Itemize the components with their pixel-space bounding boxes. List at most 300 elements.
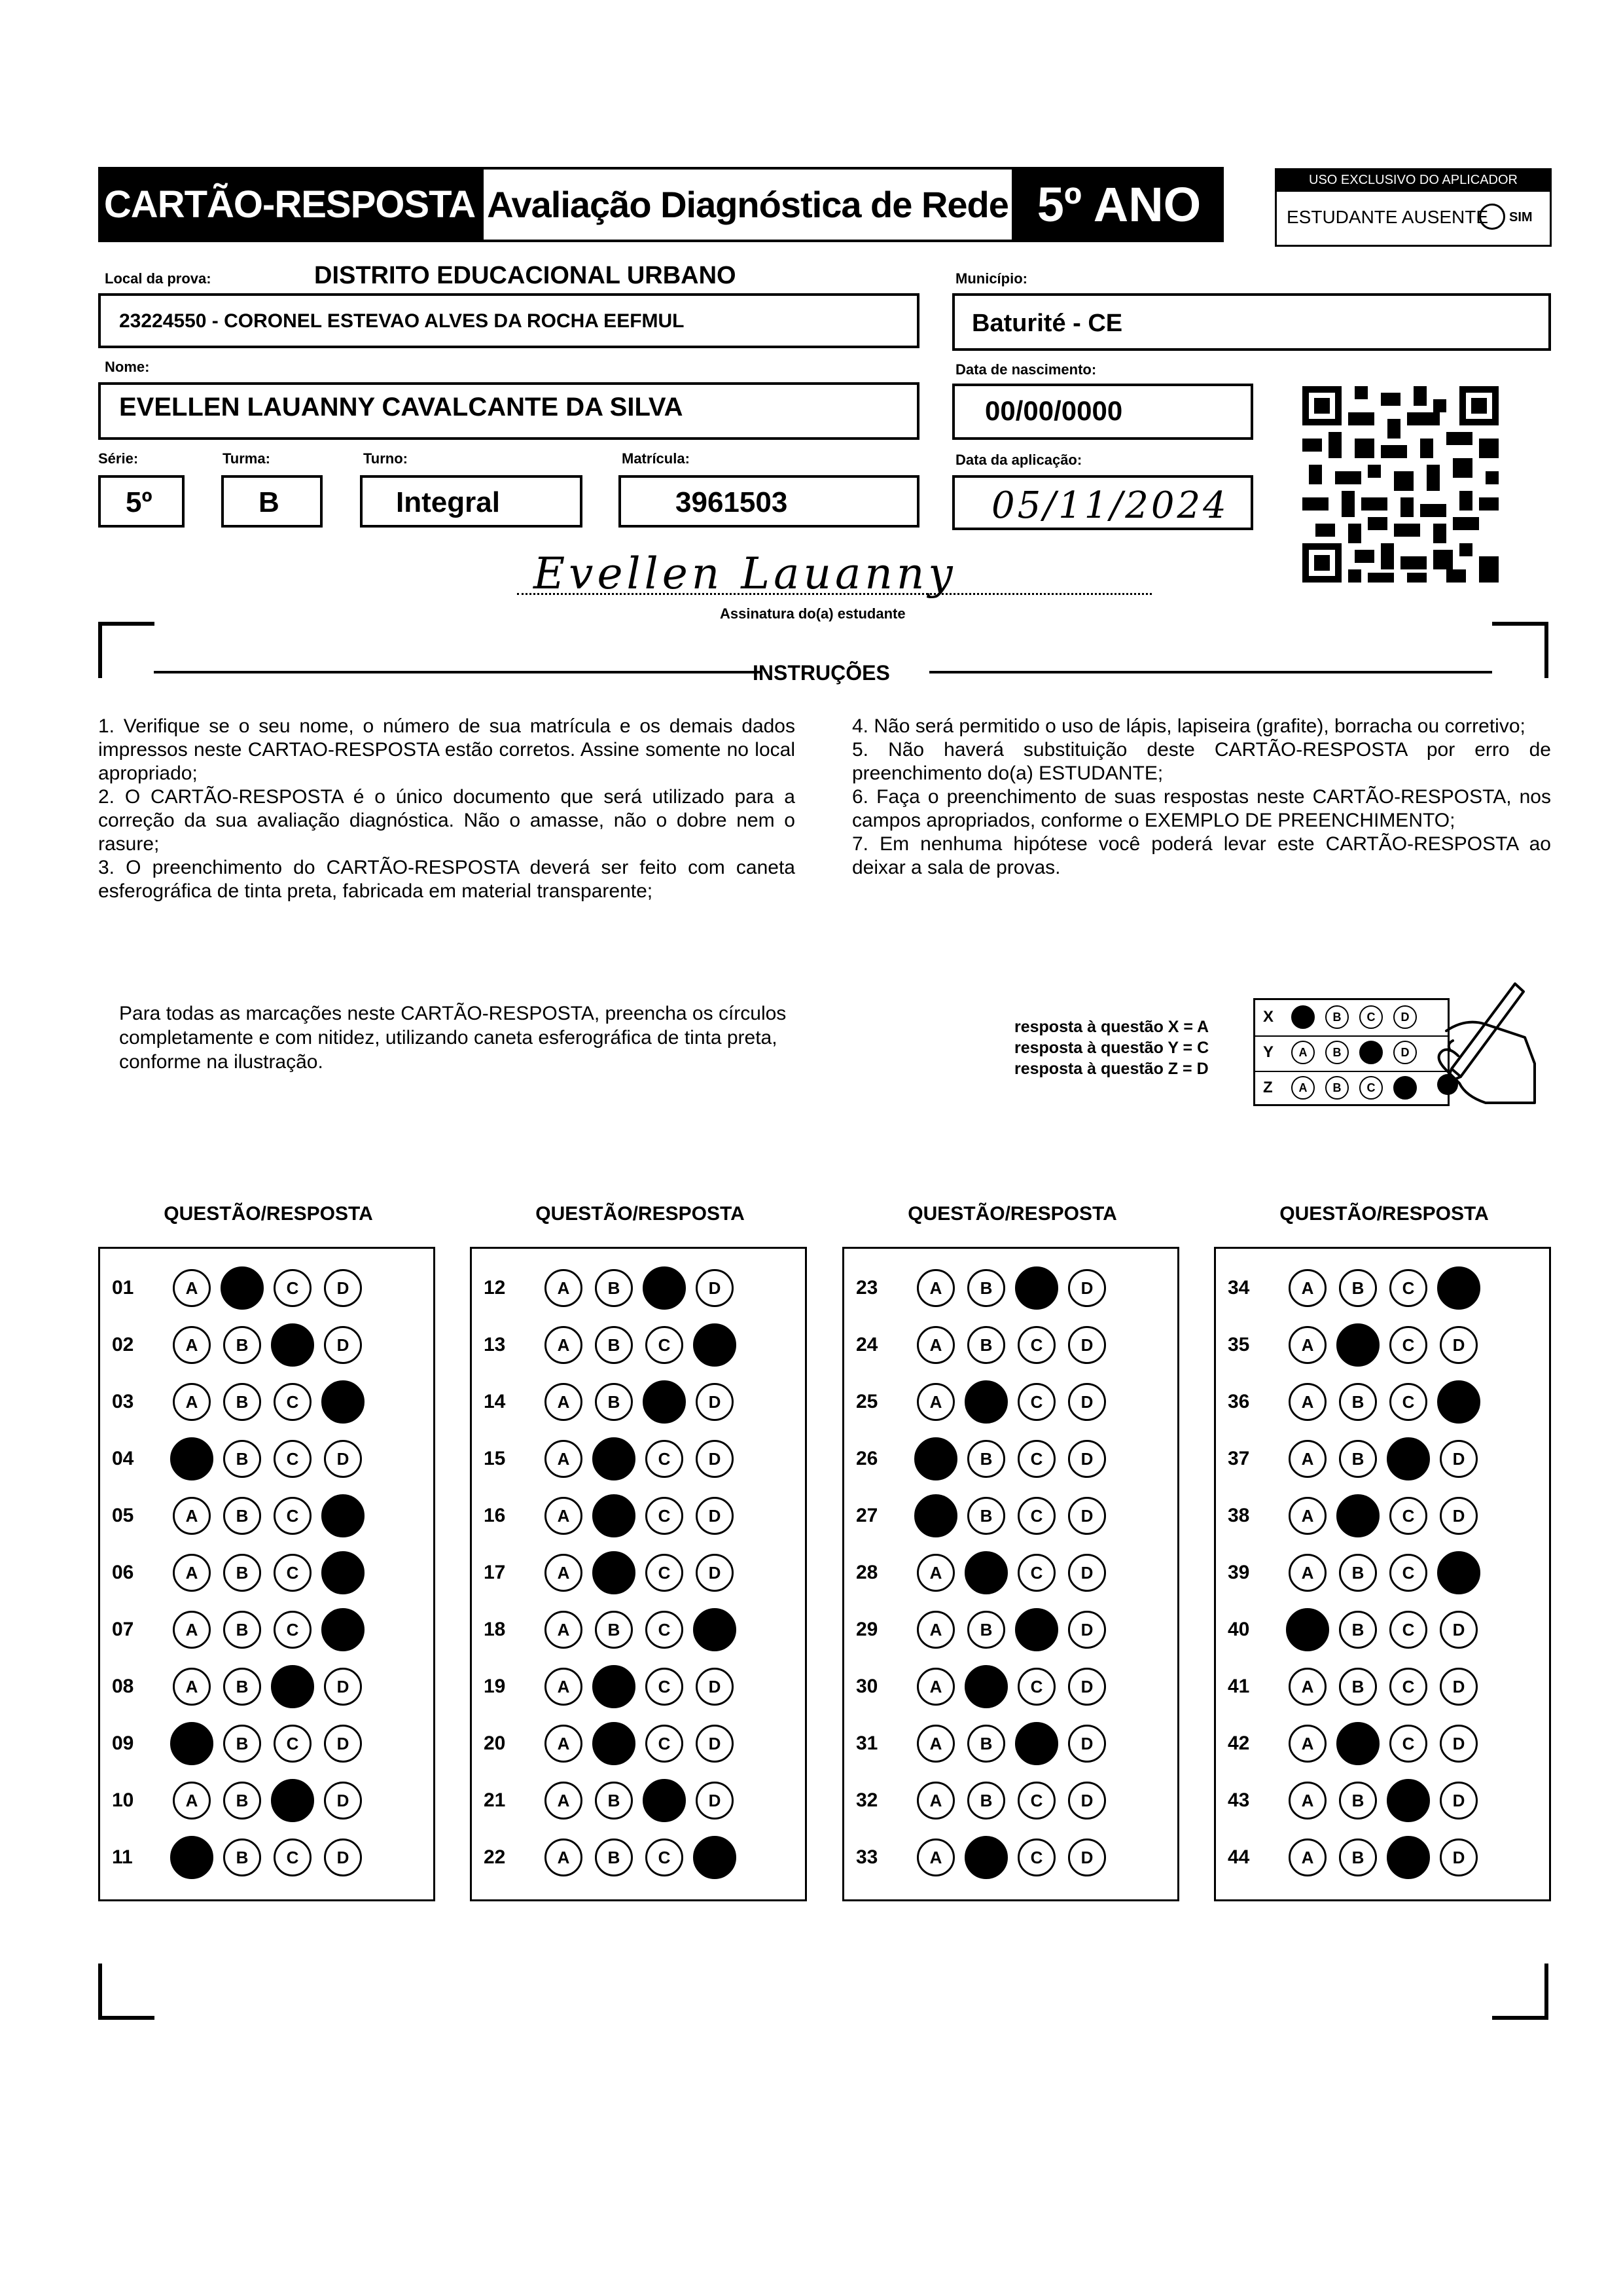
question-row-04 xyxy=(100,1436,433,1482)
answer-bubble-15-a[interactable]: A xyxy=(544,1440,582,1478)
answer-bubble-38-b[interactable]: B xyxy=(1336,1494,1380,1537)
answer-bubble-40-b[interactable]: B xyxy=(1339,1611,1377,1649)
question-number: 33 xyxy=(856,1846,878,1868)
question-row-42 xyxy=(1216,1721,1549,1767)
question-number: 05 xyxy=(112,1505,134,1526)
answer-bubble-42-b[interactable]: B xyxy=(1336,1722,1380,1765)
answer-bubble-36-a[interactable]: A xyxy=(1289,1383,1327,1421)
municipio-value: Baturité - CE xyxy=(972,310,1123,337)
answer-bubble-14-b[interactable]: B xyxy=(595,1383,633,1421)
corner-mark-top-left xyxy=(98,622,154,678)
answer-bubble-01-a[interactable]: A xyxy=(173,1269,211,1307)
local-value: DISTRITO EDUCACIONAL URBANO xyxy=(314,262,736,289)
question-number: 17 xyxy=(484,1562,506,1583)
question-row-27 xyxy=(844,1493,1177,1539)
answer-bubble-28-c[interactable]: C xyxy=(1018,1554,1056,1592)
answer-bubble-22-d[interactable]: D xyxy=(693,1836,736,1879)
answer-bubble-02-b[interactable]: B xyxy=(223,1326,261,1364)
answer-bubble-10-d[interactable]: D xyxy=(324,1782,362,1820)
answer-bubble-44-c[interactable]: C xyxy=(1387,1836,1430,1879)
answer-bubble-40-d[interactable]: D xyxy=(1440,1611,1478,1649)
answer-bubble-26-b[interactable]: B xyxy=(967,1440,1005,1478)
answer-bubble-10-a[interactable]: A xyxy=(173,1782,211,1820)
question-row-25 xyxy=(844,1379,1177,1425)
answer-bubble-34-b[interactable]: B xyxy=(1339,1269,1377,1307)
answer-bubble-22-c[interactable]: C xyxy=(645,1839,683,1876)
answer-bubble-35-a[interactable]: A xyxy=(1289,1326,1327,1364)
answer-bubble-25-c[interactable]: C xyxy=(1018,1383,1056,1421)
question-number: 40 xyxy=(1228,1619,1250,1640)
instructions-rule-right xyxy=(929,671,1492,673)
answer-bubble-30-c[interactable]: C xyxy=(1018,1668,1056,1706)
answer-bubble-02-c[interactable]: C xyxy=(271,1323,314,1367)
answer-column-4 xyxy=(1214,1247,1551,1901)
question-number: 44 xyxy=(1228,1846,1250,1868)
question-row-22 xyxy=(472,1835,805,1880)
answer-bubble-32-b[interactable]: B xyxy=(967,1782,1005,1820)
answer-bubble-23-c[interactable]: C xyxy=(1015,1266,1058,1310)
answer-bubble-11-a[interactable]: A xyxy=(170,1836,213,1879)
answer-bubble-34-a[interactable]: A xyxy=(1289,1269,1327,1307)
answer-bubble-28-a[interactable]: A xyxy=(917,1554,955,1592)
answer-bubble-20-b[interactable]: B xyxy=(592,1722,635,1765)
answer-bubble-29-b[interactable]: B xyxy=(967,1611,1005,1649)
answer-bubble-18-a[interactable]: A xyxy=(544,1611,582,1649)
question-row-02 xyxy=(100,1322,433,1368)
question-row-17 xyxy=(472,1550,805,1596)
answer-bubble-09-b[interactable]: B xyxy=(223,1725,261,1763)
question-number: 15 xyxy=(484,1448,506,1469)
question-row-13 xyxy=(472,1322,805,1368)
answer-bubble-31-d[interactable]: D xyxy=(1068,1725,1106,1763)
question-number: 30 xyxy=(856,1676,878,1697)
answer-bubble-05-c[interactable]: C xyxy=(274,1497,312,1535)
question-number: 01 xyxy=(112,1277,134,1299)
answer-bubble-29-a[interactable]: A xyxy=(917,1611,955,1649)
header-title: CARTÃO-RESPOSTA xyxy=(103,183,476,226)
absent-checkbox[interactable] xyxy=(1479,204,1505,230)
answer-bubble-29-c[interactable]: C xyxy=(1015,1608,1058,1651)
question-number: 09 xyxy=(112,1732,134,1754)
answer-column-1 xyxy=(98,1247,435,1901)
answer-bubble-16-a[interactable]: A xyxy=(544,1497,582,1535)
answer-bubble-31-c[interactable]: C xyxy=(1015,1722,1058,1765)
question-number: 41 xyxy=(1228,1676,1250,1697)
answer-bubble-24-d[interactable]: D xyxy=(1068,1326,1106,1364)
answer-bubble-27-a[interactable]: A xyxy=(914,1494,957,1537)
corner-mark-top-right xyxy=(1492,622,1548,678)
question-number: 23 xyxy=(856,1277,878,1299)
question-row-15 xyxy=(472,1436,805,1482)
answer-bubble-07-a[interactable]: A xyxy=(173,1611,211,1649)
answer-bubble-39-b[interactable]: B xyxy=(1339,1554,1377,1592)
answer-bubble-06-b[interactable]: B xyxy=(223,1554,261,1592)
example-line-x: resposta à questão X = A xyxy=(1014,1018,1209,1036)
answer-bubble-33-b[interactable]: B xyxy=(965,1836,1008,1879)
answer-bubble-23-b[interactable]: B xyxy=(967,1269,1005,1307)
answer-bubble-25-a[interactable]: A xyxy=(917,1383,955,1421)
question-number: 22 xyxy=(484,1846,506,1868)
answer-bubble-33-d[interactable]: D xyxy=(1068,1839,1106,1876)
answer-bubble-21-c[interactable]: C xyxy=(643,1779,686,1822)
answer-bubble-06-c[interactable]: C xyxy=(274,1554,312,1592)
question-row-21 xyxy=(472,1778,805,1823)
answer-bubble-04-c[interactable]: C xyxy=(274,1440,312,1478)
applicator-box-title: USO EXCLUSIVO DO APLICADOR xyxy=(1275,168,1552,192)
answer-bubble-42-d[interactable]: D xyxy=(1440,1725,1478,1763)
instructions-title: INSTRUÇÕES xyxy=(753,661,890,685)
nascimento-label: Data de nascimento: xyxy=(955,361,1097,378)
example-bubble-y-c: C xyxy=(1359,1041,1383,1064)
answer-bubble-04-a[interactable]: A xyxy=(170,1437,213,1480)
question-number: 37 xyxy=(1228,1448,1250,1469)
answer-bubble-03-a[interactable]: A xyxy=(173,1383,211,1421)
school-value: 23224550 - CORONEL ESTEVAO ALVES DA ROCHA EEFMUL xyxy=(119,310,685,332)
answer-bubble-44-a[interactable]: A xyxy=(1289,1839,1327,1876)
answer-bubble-42-a[interactable]: A xyxy=(1289,1725,1327,1763)
question-row-35 xyxy=(1216,1322,1549,1368)
answer-bubble-26-c[interactable]: C xyxy=(1018,1440,1056,1478)
instruction-7: 7. Em nenhuma hipótese você poderá levar este CARTÃO-RESPOSTA ao deixar a sala de provas. xyxy=(852,833,1551,878)
answer-bubble-16-d[interactable]: D xyxy=(696,1497,734,1535)
answer-bubble-22-b[interactable]: B xyxy=(595,1839,633,1876)
answer-column-title: QUESTÃO/RESPOSTA xyxy=(164,1203,373,1225)
answer-bubble-41-a[interactable]: A xyxy=(1289,1668,1327,1706)
answer-bubble-28-b[interactable]: B xyxy=(965,1551,1008,1594)
example-bubble-x-c: C xyxy=(1359,1005,1383,1029)
nome-value: EVELLEN LAUANNY CAVALCANTE DA SILVA xyxy=(119,393,683,422)
answer-bubble-21-b[interactable]: B xyxy=(595,1782,633,1820)
answer-bubble-02-d[interactable]: D xyxy=(324,1326,362,1364)
answer-bubble-27-c[interactable]: C xyxy=(1018,1497,1056,1535)
answer-bubble-38-a[interactable]: A xyxy=(1289,1497,1327,1535)
answer-bubble-12-a[interactable]: A xyxy=(544,1269,582,1307)
answer-bubble-37-d[interactable]: D xyxy=(1440,1440,1478,1478)
question-number: 16 xyxy=(484,1505,506,1526)
answer-bubble-35-b[interactable]: B xyxy=(1336,1323,1380,1367)
answer-bubble-39-d[interactable]: D xyxy=(1437,1551,1480,1594)
answer-bubble-26-d[interactable]: D xyxy=(1068,1440,1106,1478)
answer-bubble-25-b[interactable]: B xyxy=(965,1380,1008,1424)
question-row-43 xyxy=(1216,1778,1549,1823)
question-number: 10 xyxy=(112,1789,134,1811)
answer-bubble-05-d[interactable]: D xyxy=(321,1494,365,1537)
example-bubble-y-b: B xyxy=(1325,1041,1349,1064)
answer-bubble-08-a[interactable]: A xyxy=(173,1668,211,1706)
answer-bubble-43-d[interactable]: D xyxy=(1440,1782,1478,1820)
answer-bubble-27-b[interactable]: B xyxy=(967,1497,1005,1535)
instructions-left-column xyxy=(98,715,795,903)
answer-bubble-43-c[interactable]: C xyxy=(1387,1779,1430,1822)
answer-bubble-14-c[interactable]: C xyxy=(643,1380,686,1424)
header-subtitle: Avaliação Diagnóstica de Rede xyxy=(487,184,1008,225)
question-number: 18 xyxy=(484,1619,506,1640)
question-row-08 xyxy=(100,1664,433,1710)
turno-value: Integral xyxy=(396,486,500,518)
answer-bubble-23-a[interactable]: A xyxy=(917,1269,955,1307)
example-bubble-z-d: D xyxy=(1393,1076,1417,1100)
answer-bubble-14-a[interactable]: A xyxy=(544,1383,582,1421)
answer-bubble-36-c[interactable]: C xyxy=(1389,1383,1427,1421)
question-row-10 xyxy=(100,1778,433,1823)
answer-bubble-12-d[interactable]: D xyxy=(696,1269,734,1307)
question-row-44 xyxy=(1216,1835,1549,1880)
answer-bubble-38-c[interactable]: C xyxy=(1389,1497,1427,1535)
answer-bubble-03-b[interactable]: B xyxy=(223,1383,261,1421)
signature-value: Evellen Lauanny xyxy=(533,548,957,599)
answer-bubble-19-c[interactable]: C xyxy=(645,1668,683,1706)
question-row-29 xyxy=(844,1607,1177,1653)
question-row-38 xyxy=(1216,1493,1549,1539)
question-row-28 xyxy=(844,1550,1177,1596)
answer-bubble-40-c[interactable]: C xyxy=(1389,1611,1427,1649)
answer-bubble-33-a[interactable]: A xyxy=(917,1839,955,1876)
answer-bubble-18-d[interactable]: D xyxy=(693,1608,736,1651)
serie-value: 5º xyxy=(126,486,152,518)
example-bubble-x-a: A xyxy=(1291,1005,1315,1029)
instruction-2: 2. O CARTÃO-RESPOSTA é o único documento que será utilizado para a correção da sua avaliação diagnóstica. Não o amasse, não o dobre nem o rasure; xyxy=(98,786,795,855)
answer-bubble-07-c[interactable]: C xyxy=(274,1611,312,1649)
answer-bubble-33-c[interactable]: C xyxy=(1018,1839,1056,1876)
answer-bubble-14-d[interactable]: D xyxy=(696,1383,734,1421)
answer-bubble-16-c[interactable]: C xyxy=(645,1497,683,1535)
answer-bubble-21-a[interactable]: A xyxy=(544,1782,582,1820)
corner-mark-bottom-right xyxy=(1492,1964,1548,2020)
question-row-31 xyxy=(844,1721,1177,1767)
example-bubble-z-b: B xyxy=(1325,1076,1349,1100)
answer-bubble-19-d[interactable]: D xyxy=(696,1668,734,1706)
answer-bubble-19-b[interactable]: B xyxy=(592,1665,635,1708)
answer-bubble-39-a[interactable]: A xyxy=(1289,1554,1327,1592)
answer-bubble-30-d[interactable]: D xyxy=(1068,1668,1106,1706)
answer-bubble-32-c[interactable]: C xyxy=(1018,1782,1056,1820)
answer-bubble-08-c[interactable]: C xyxy=(271,1665,314,1708)
answer-bubble-43-b[interactable]: B xyxy=(1339,1782,1377,1820)
question-number: 26 xyxy=(856,1448,878,1469)
answer-bubble-39-c[interactable]: C xyxy=(1389,1554,1427,1592)
answer-bubble-42-c[interactable]: C xyxy=(1389,1725,1427,1763)
answer-bubble-10-b[interactable]: B xyxy=(223,1782,261,1820)
answer-bubble-04-d[interactable]: D xyxy=(324,1440,362,1478)
question-number: 25 xyxy=(856,1391,878,1412)
aplicacao-value: 05/11/2024 xyxy=(991,484,1229,527)
qr-code xyxy=(1302,386,1499,583)
answer-bubble-04-b[interactable]: B xyxy=(223,1440,261,1478)
question-number: 12 xyxy=(484,1277,506,1299)
question-row-33 xyxy=(844,1835,1177,1880)
question-number: 35 xyxy=(1228,1334,1250,1355)
example-bubble-x-b: B xyxy=(1325,1005,1349,1029)
answer-bubble-12-b[interactable]: B xyxy=(595,1269,633,1307)
question-row-01 xyxy=(100,1265,433,1311)
question-row-11 xyxy=(100,1835,433,1880)
answer-bubble-31-a[interactable]: A xyxy=(917,1725,955,1763)
question-row-26 xyxy=(844,1436,1177,1482)
answer-bubble-16-b[interactable]: B xyxy=(592,1494,635,1537)
answer-bubble-38-d[interactable]: D xyxy=(1440,1497,1478,1535)
question-row-24 xyxy=(844,1322,1177,1368)
answer-bubble-37-c[interactable]: C xyxy=(1387,1437,1430,1480)
answer-bubble-25-d[interactable]: D xyxy=(1068,1383,1106,1421)
question-number: 06 xyxy=(112,1562,134,1583)
matricula-value: 3961503 xyxy=(675,486,788,518)
answer-bubble-35-c[interactable]: C xyxy=(1389,1326,1427,1364)
answer-bubble-36-b[interactable]: B xyxy=(1339,1383,1377,1421)
signature-label: Assinatura do(a) estudante xyxy=(720,605,906,622)
answer-bubble-37-a[interactable]: A xyxy=(1289,1440,1327,1478)
answer-bubble-15-c[interactable]: C xyxy=(645,1440,683,1478)
question-row-39 xyxy=(1216,1550,1549,1596)
answer-bubble-24-a[interactable]: A xyxy=(917,1326,955,1364)
answer-bubble-11-d[interactable]: D xyxy=(324,1839,362,1876)
example-row-label: X xyxy=(1263,1008,1274,1026)
question-number: 27 xyxy=(856,1505,878,1526)
answer-bubble-37-b[interactable]: B xyxy=(1339,1440,1377,1478)
answer-bubble-17-a[interactable]: A xyxy=(544,1554,582,1592)
absent-option-label: SIM xyxy=(1509,210,1533,224)
answer-bubble-41-c[interactable]: C xyxy=(1389,1668,1427,1706)
answer-bubble-44-b[interactable]: B xyxy=(1339,1839,1377,1876)
answer-bubble-18-b[interactable]: B xyxy=(595,1611,633,1649)
answer-bubble-01-b[interactable]: B xyxy=(221,1266,264,1310)
answer-bubble-20-d[interactable]: D xyxy=(696,1725,734,1763)
question-number: 38 xyxy=(1228,1505,1250,1526)
answer-bubble-07-d[interactable]: D xyxy=(321,1608,365,1651)
answer-bubble-13-b[interactable]: B xyxy=(595,1326,633,1364)
answer-bubble-24-b[interactable]: B xyxy=(967,1326,1005,1364)
answer-bubble-03-c[interactable]: C xyxy=(274,1383,312,1421)
nome-label: Nome: xyxy=(105,359,150,375)
question-number: 31 xyxy=(856,1732,878,1754)
answer-bubble-40-a[interactable]: A xyxy=(1286,1608,1329,1651)
answer-bubble-30-b[interactable]: B xyxy=(965,1665,1008,1708)
answer-bubble-24-c[interactable]: C xyxy=(1018,1326,1056,1364)
answer-bubble-07-b[interactable]: B xyxy=(223,1611,261,1649)
answer-bubble-08-d[interactable]: D xyxy=(324,1668,362,1706)
question-row-03 xyxy=(100,1379,433,1425)
question-number: 04 xyxy=(112,1448,134,1469)
question-number: 32 xyxy=(856,1789,878,1811)
answer-bubble-01-d[interactable]: D xyxy=(324,1269,362,1307)
aplicacao-label: Data da aplicação: xyxy=(955,452,1082,468)
answer-bubble-31-b[interactable]: B xyxy=(967,1725,1005,1763)
answer-bubble-20-a[interactable]: A xyxy=(544,1725,582,1763)
question-number: 13 xyxy=(484,1334,506,1355)
answer-bubble-20-c[interactable]: C xyxy=(645,1725,683,1763)
question-number: 20 xyxy=(484,1732,506,1754)
question-row-36 xyxy=(1216,1379,1549,1425)
instruction-3: 3. O preenchimento do CARTÃO-RESPOSTA deverá ser feito com caneta esferográfica de tinta preta, fabricada em material transparente; xyxy=(98,857,795,902)
instruction-6: 6. Faça o preenchimento de suas respostas neste CARTÃO-RESPOSTA, nos campos apropriados, conforme o EXEMPLO DE PREENCHIMENTO; xyxy=(852,786,1551,831)
question-number: 36 xyxy=(1228,1391,1250,1412)
instructions-right-column xyxy=(852,715,1551,880)
answer-bubble-28-d[interactable]: D xyxy=(1068,1554,1106,1592)
turno-label: Turno: xyxy=(363,450,408,467)
answer-bubble-29-d[interactable]: D xyxy=(1068,1611,1106,1649)
answer-bubble-02-a[interactable]: A xyxy=(173,1326,211,1364)
example-line-z: resposta à questão Z = D xyxy=(1014,1060,1209,1078)
serie-label: Série: xyxy=(98,450,139,467)
answer-bubble-15-b[interactable]: B xyxy=(592,1437,635,1480)
question-row-23 xyxy=(844,1265,1177,1311)
question-number: 39 xyxy=(1228,1562,1250,1583)
answer-bubble-32-a[interactable]: A xyxy=(917,1782,955,1820)
answer-bubble-43-a[interactable]: A xyxy=(1289,1782,1327,1820)
instruction-1: 1. Verifique se o seu nome, o número de sua matrícula e os demais dados impressos neste CARTAO-RESPOSTA estão corretos. Assine somente no local apropriado; xyxy=(98,715,795,784)
answer-bubble-09-a[interactable]: A xyxy=(170,1722,213,1765)
question-number: 19 xyxy=(484,1676,506,1697)
question-row-09 xyxy=(100,1721,433,1767)
answer-bubble-05-b[interactable]: B xyxy=(223,1497,261,1535)
answer-bubble-34-d[interactable]: D xyxy=(1437,1266,1480,1310)
answer-bubble-44-d[interactable]: D xyxy=(1440,1839,1478,1876)
answer-bubble-21-d[interactable]: D xyxy=(696,1782,734,1820)
matricula-label: Matrícula: xyxy=(622,450,690,467)
answer-bubble-32-d[interactable]: D xyxy=(1068,1782,1106,1820)
answer-bubble-19-a[interactable]: A xyxy=(544,1668,582,1706)
answer-bubble-17-d[interactable]: D xyxy=(696,1554,734,1592)
answer-bubble-05-a[interactable]: A xyxy=(173,1497,211,1535)
answer-bubble-26-a[interactable]: A xyxy=(914,1437,957,1480)
local-label: Local da prova: xyxy=(105,270,211,287)
answer-bubble-15-d[interactable]: D xyxy=(696,1440,734,1478)
answer-bubble-06-d[interactable]: D xyxy=(321,1551,365,1594)
question-number: 08 xyxy=(112,1676,134,1697)
answer-bubble-18-c[interactable]: C xyxy=(645,1611,683,1649)
answer-bubble-11-c[interactable]: C xyxy=(274,1839,312,1876)
answer-bubble-11-b[interactable]: B xyxy=(223,1839,261,1876)
answer-bubble-34-c[interactable]: C xyxy=(1389,1269,1427,1307)
answer-bubble-36-d[interactable]: D xyxy=(1437,1380,1480,1424)
answer-bubble-13-d[interactable]: D xyxy=(693,1323,736,1367)
answer-bubble-06-a[interactable]: A xyxy=(173,1554,211,1592)
answer-bubble-09-c[interactable]: C xyxy=(274,1725,312,1763)
answer-bubble-03-d[interactable]: D xyxy=(321,1380,365,1424)
answer-bubble-23-d[interactable]: D xyxy=(1068,1269,1106,1307)
answer-bubble-01-c[interactable]: C xyxy=(274,1269,312,1307)
answer-bubble-10-c[interactable]: C xyxy=(271,1779,314,1822)
example-bubble-y-d: D xyxy=(1393,1041,1417,1064)
answer-bubble-41-b[interactable]: B xyxy=(1339,1668,1377,1706)
answer-bubble-12-c[interactable]: C xyxy=(643,1266,686,1310)
turma-value: B xyxy=(259,486,279,518)
answer-bubble-17-b[interactable]: B xyxy=(592,1551,635,1594)
example-bubble-z-c: C xyxy=(1359,1076,1383,1100)
answer-bubble-41-d[interactable]: D xyxy=(1440,1668,1478,1706)
question-row-18 xyxy=(472,1607,805,1653)
question-number: 02 xyxy=(112,1334,134,1355)
question-number: 11 xyxy=(112,1846,133,1868)
question-row-40 xyxy=(1216,1607,1549,1653)
fill-note: Para todas as marcações neste CARTÃO-RESPOSTA, preencha os círculos completamente e com nitidez, utilizando caneta esferográfica de tinta preta, conforme na ilustração. xyxy=(119,1003,787,1073)
answer-bubble-13-c[interactable]: C xyxy=(645,1326,683,1364)
question-number: 34 xyxy=(1228,1277,1250,1299)
answer-column-title: QUESTÃO/RESPOSTA xyxy=(535,1203,745,1225)
answer-bubble-17-c[interactable]: C xyxy=(645,1554,683,1592)
answer-bubble-08-b[interactable]: B xyxy=(223,1668,261,1706)
answer-bubble-13-a[interactable]: A xyxy=(544,1326,582,1364)
example-bubble-z-a: A xyxy=(1291,1076,1315,1100)
answer-bubble-09-d[interactable]: D xyxy=(324,1725,362,1763)
instruction-4: 4. Não será permitido o uso de lápis, lapiseira (grafite), borracha ou corretivo; xyxy=(852,715,1525,737)
question-row-14 xyxy=(472,1379,805,1425)
answer-bubble-30-a[interactable]: A xyxy=(917,1668,955,1706)
answer-bubble-35-d[interactable]: D xyxy=(1440,1326,1478,1364)
answer-bubble-27-d[interactable]: D xyxy=(1068,1497,1106,1535)
question-row-05 xyxy=(100,1493,433,1539)
answer-bubble-22-a[interactable]: A xyxy=(544,1839,582,1876)
absent-label: ESTUDANTE AUSENTE xyxy=(1287,207,1489,227)
